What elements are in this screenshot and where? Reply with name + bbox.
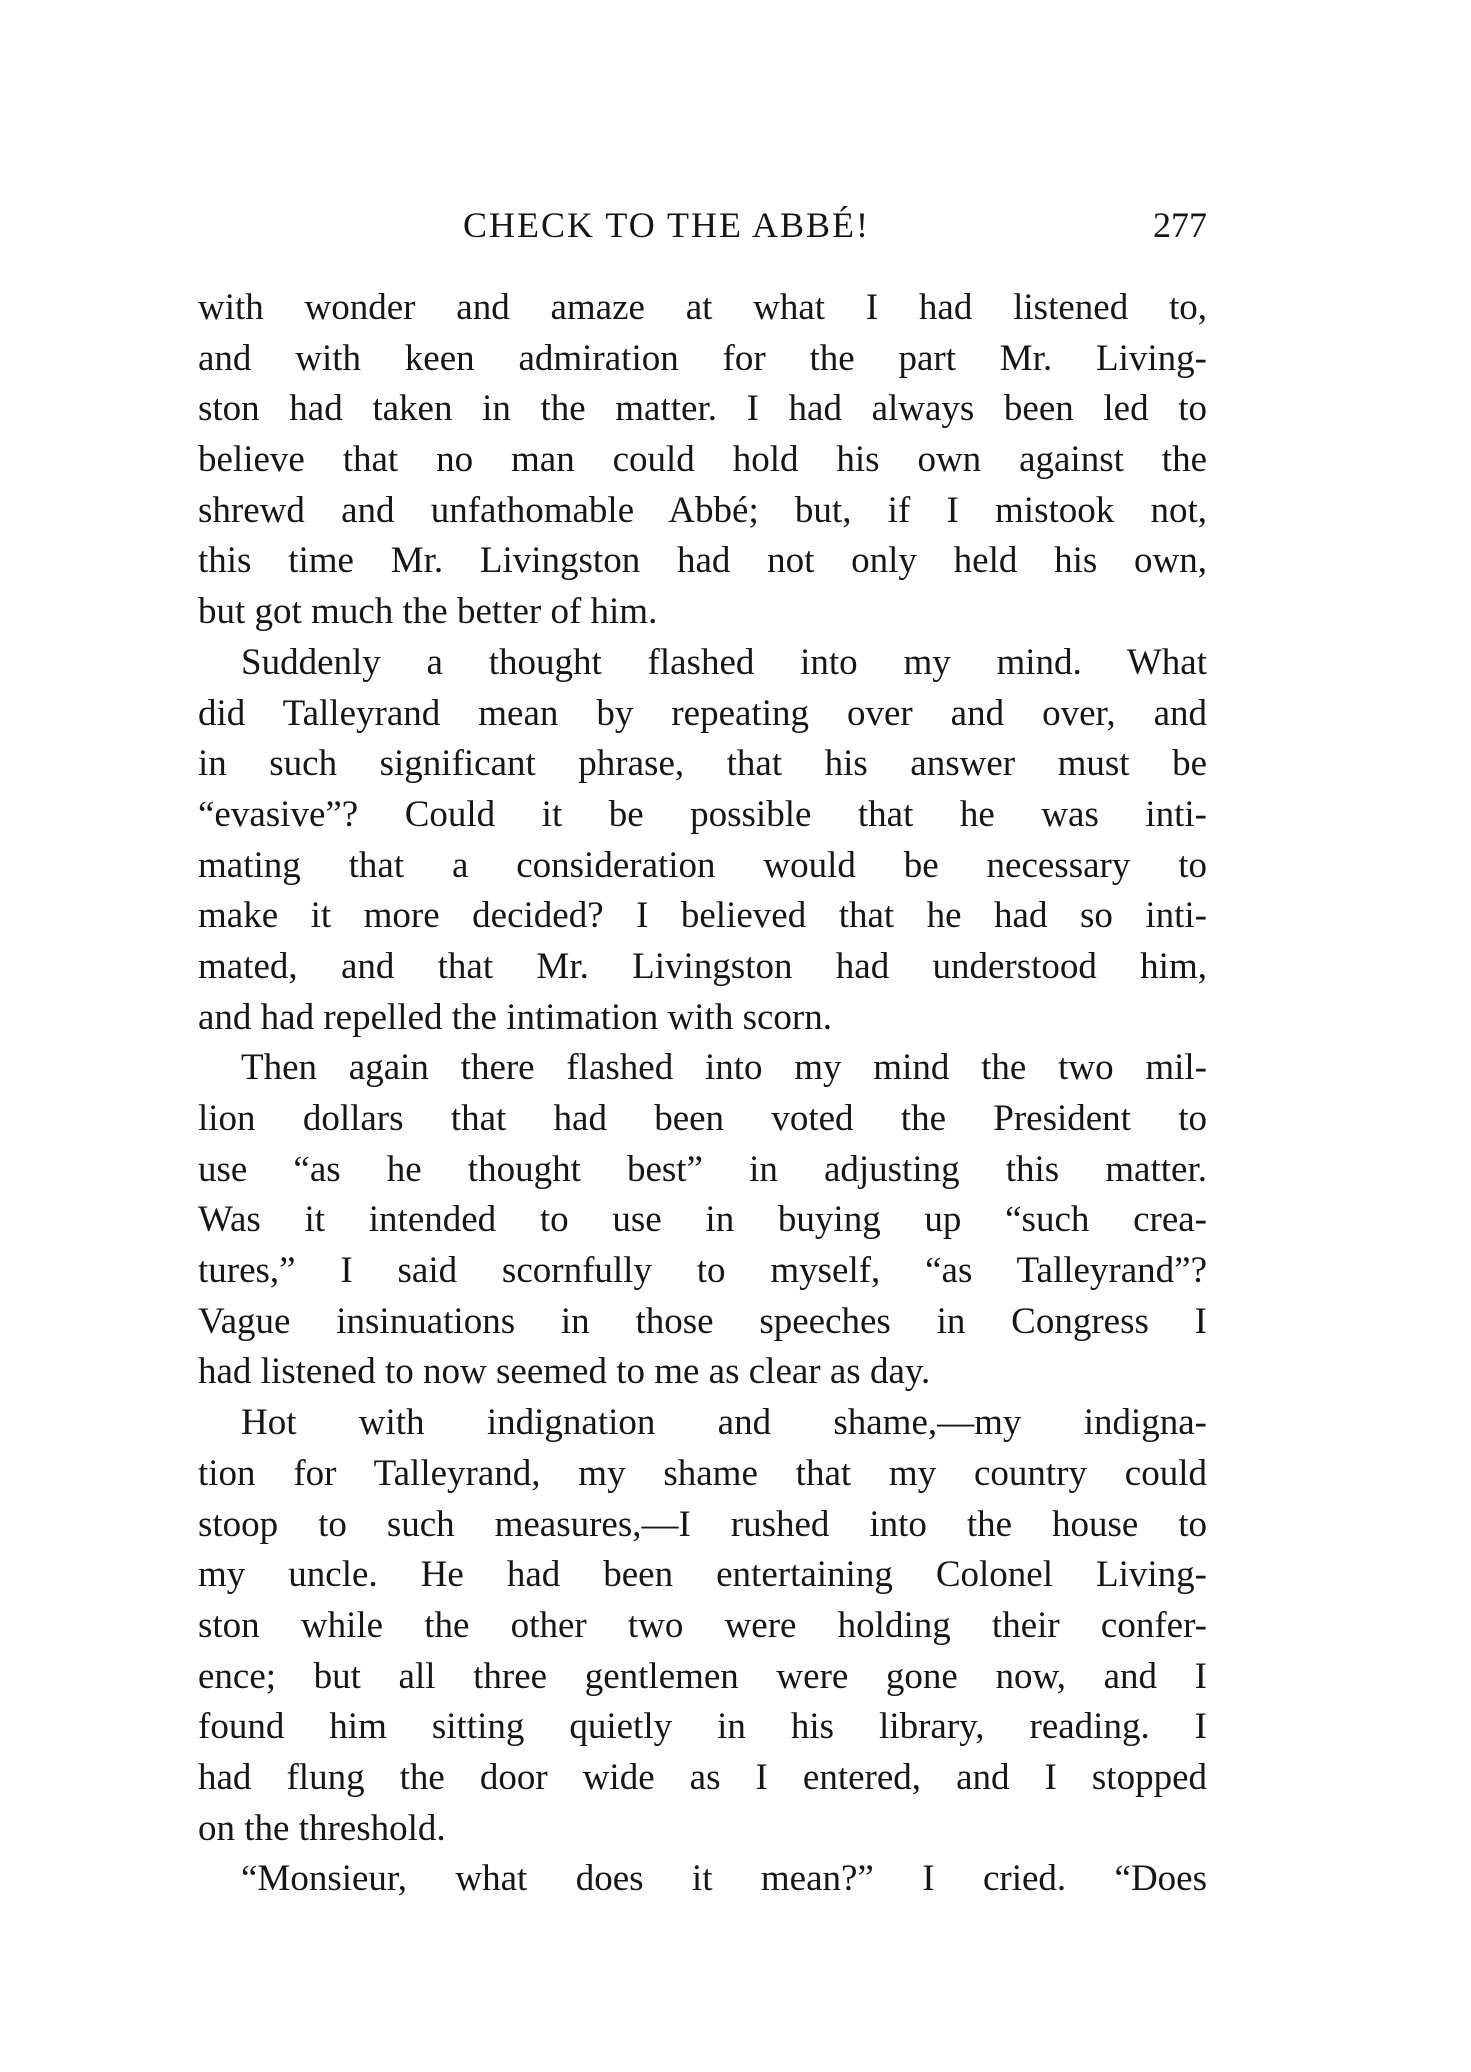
text-line: “Monsieur, what does it mean?” I cried. “Does <box>241 1858 1207 1900</box>
text-line: use “as he thought best” in adjusting this matter. <box>198 1148 1207 1190</box>
text-line: stoop to such measures,—I rushed into the house to <box>198 1503 1207 1545</box>
text-line: found him sitting quietly in his library, reading. I <box>198 1706 1207 1748</box>
text-line: but got much the better of him. <box>198 591 658 633</box>
text-line: had listened to now seemed to me as clear as day. <box>198 1351 931 1393</box>
text-line: my uncle. He had been entertaining Colonel Living- <box>198 1554 1207 1596</box>
text-line: Suddenly a thought flashed into my mind. What <box>241 641 1207 683</box>
page-body-text <box>198 283 1207 1905</box>
text-line: Vague insinuations in those speeches in Congress I <box>198 1300 1207 1342</box>
text-line: tures,” I said scornfully to myself, “as Talleyrand”? <box>198 1250 1207 1292</box>
text-line: shrewd and unfathomable Abbé; but, if I mistook not, <box>198 489 1207 531</box>
text-line: in such significant phrase, that his answer must be <box>198 743 1207 785</box>
text-line: ston had taken in the matter. I had always been led to <box>198 388 1207 430</box>
text-line: mating that a consideration would be necessary to <box>198 844 1207 886</box>
text-line: and had repelled the intimation with scorn. <box>198 996 832 1038</box>
running-header <box>198 204 1207 250</box>
text-line: mated, and that Mr. Livingston had understood him, <box>198 945 1207 987</box>
text-line: Hot with indignation and shame,—my indigna- <box>241 1402 1207 1444</box>
text-line: did Talleyrand mean by repeating over and over, and <box>198 692 1207 734</box>
running-title: CHECK TO THE ABBÉ! <box>463 205 871 245</box>
text-line: believe that no man could hold his own against the <box>198 439 1207 481</box>
text-line: had flung the door wide as I entered, and I stopped <box>198 1756 1207 1798</box>
text-line: and with keen admiration for the part Mr. Living- <box>198 337 1207 379</box>
page-number: 277 <box>1153 205 1207 245</box>
text-line: “evasive”? Could it be possible that he was inti- <box>198 793 1207 835</box>
text-line: this time Mr. Livingston had not only held his own, <box>198 540 1207 582</box>
text-line: Then again there flashed into my mind the two mil- <box>241 1047 1207 1089</box>
text-line: lion dollars that had been voted the President to <box>198 1098 1207 1139</box>
text-line: tion for Talleyrand, my shame that my country could <box>198 1452 1207 1494</box>
text-line: on the threshold. <box>198 1807 446 1849</box>
text-line: with wonder and amaze at what I had listened to, <box>198 287 1207 328</box>
text-line: Was it intended to use in buying up “such crea- <box>198 1199 1207 1241</box>
text-line: ence; but all three gentlemen were gone now, and I <box>198 1655 1207 1697</box>
text-line: ston while the other two were holding their confer- <box>198 1604 1207 1646</box>
text-line: make it more decided? I believed that he had so inti- <box>198 895 1207 937</box>
